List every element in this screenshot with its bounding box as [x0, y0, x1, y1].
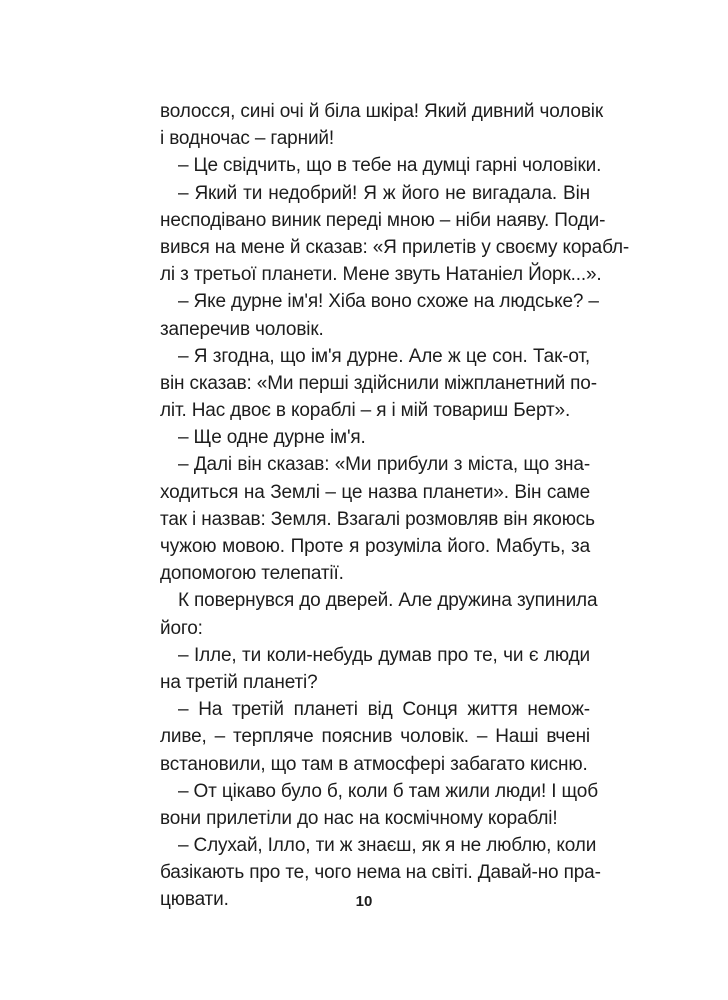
text-line: літ. Нас двоє в кораблі – я і мій товариш Берт».	[160, 400, 571, 422]
text-line: вони прилетіли до нас на космічному кораблі!	[160, 807, 558, 829]
text-line: заперечив чоловік.	[160, 318, 324, 340]
page-number: 10	[355, 893, 373, 910]
text-line: ходиться на Землі – це назва планети». Він саме	[160, 481, 590, 503]
text-line: К повернувся до дверей. Але дружина зупинила	[178, 590, 598, 612]
text-line: допомогою телепатії.	[160, 563, 344, 585]
text-line: цювати.	[160, 889, 229, 911]
text-line: – Ще одне дурне ім'я.	[178, 427, 366, 449]
text-line: він сказав: «Ми перші здійснили міжпланетний по-	[160, 372, 597, 394]
text-line: – Слухай, Ілло, ти ж знаєш, як я не люблю, коли	[178, 835, 597, 857]
text-line: несподівано виник переді мною – ніби наяву. Поди-	[160, 209, 606, 231]
text-line: – Ілле, ти коли-небудь думав про те, чи є люди	[178, 644, 590, 666]
text-line: його:	[160, 617, 203, 639]
body-text	[160, 98, 630, 914]
text-line: так і назвав: Земля. Взагалі розмовляв він якоюсь	[160, 508, 595, 530]
text-line: чужою мовою. Проте я розуміла його. Мабуть, за	[160, 536, 590, 557]
text-line: вився на мене й сказав: «Я прилетів у своєму корабл-	[160, 236, 630, 258]
text-line: встановили, що там в атмосфері забагато кисню.	[160, 753, 588, 775]
text-line: – Я згодна, що ім'я дурне. Але ж це сон. Так-от,	[178, 345, 590, 367]
text-line: – От цікаво було б, коли б там жили люди! І щоб	[178, 780, 598, 802]
text-line: на третій планеті?	[160, 671, 318, 693]
text-line: – На третій планеті від Сонця життя немож-	[178, 699, 590, 721]
text-line: – Яке дурне ім'я! Хіба воно схоже на людське? –	[178, 291, 599, 313]
text-line: лі з третьої планети. Мене звуть Натаніел Йорк...».	[160, 264, 602, 286]
text-line: волосся, сині очі й біла шкіра! Який дивний чоловік	[160, 101, 604, 122]
text-line: і водночас – гарний!	[160, 128, 334, 150]
text-line: – Який ти недобрий! Я ж його не вигадала. Він	[178, 182, 590, 204]
text-line: – Далі він сказав: «Ми прибули з міста, що зна-	[178, 454, 590, 476]
text-line: ливе, – терпляче пояснив чоловік. – Наші вчені	[160, 726, 590, 748]
text-line: – Це свідчить, що в тебе на думці гарні чоловіки.	[178, 155, 602, 177]
text-line: базікають про те, чого нема на світі. Давай-но пра-	[160, 862, 601, 884]
